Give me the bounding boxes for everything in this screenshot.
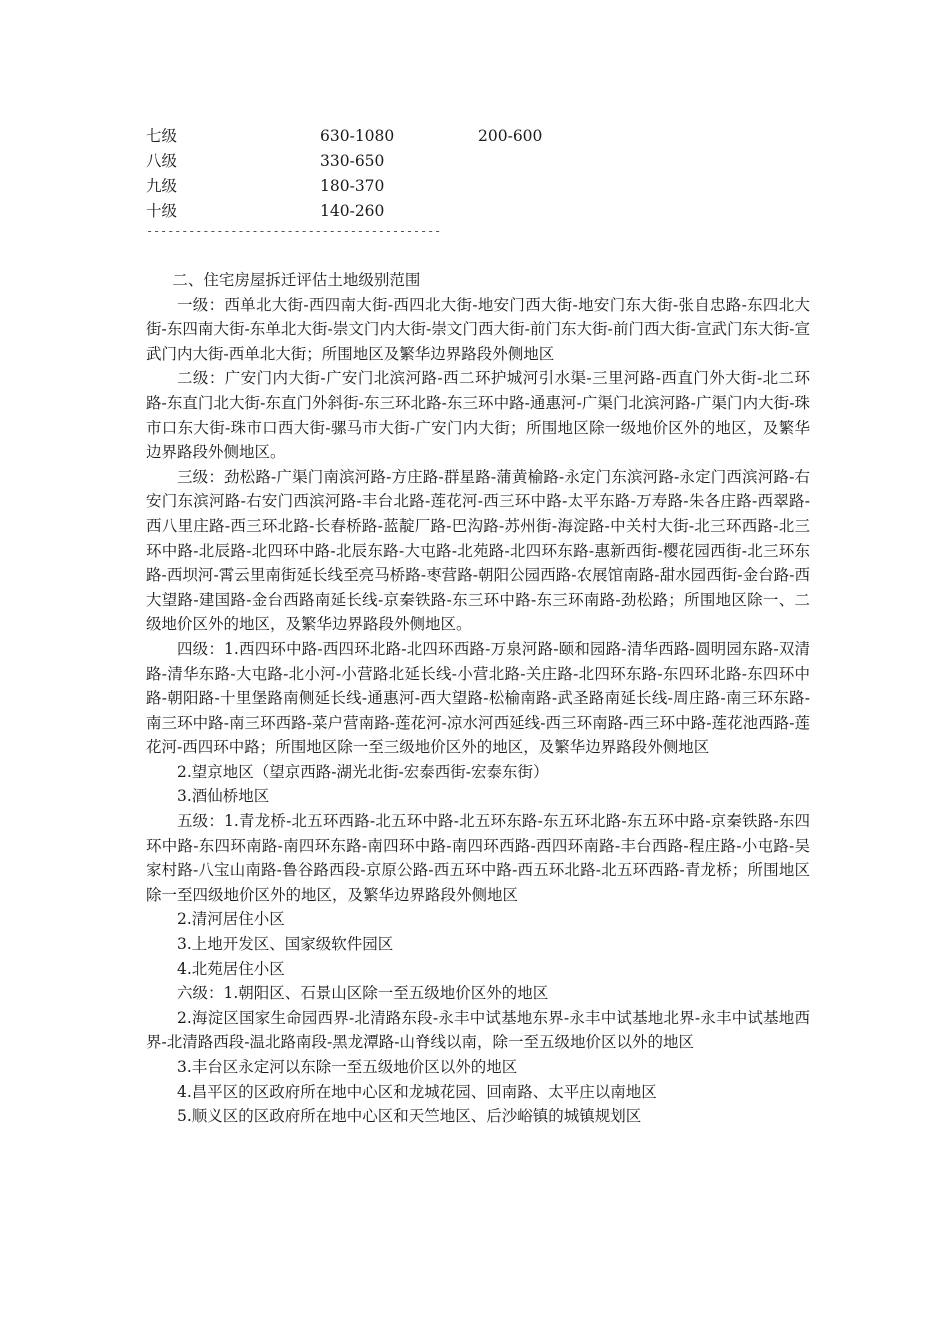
grade-price-table <box>146 124 646 224</box>
paragraph-grade-4-item-2: 2.望京地区（望京西路-湖光北街-宏泰西街-宏泰东街） <box>177 762 549 781</box>
paragraph-grade-6-item-3: 3.丰台区永定河以东除一至五级地价区以外的地区 <box>177 1058 518 1076</box>
paragraph-grade-6-item-4: 4.昌平区的区政府所在地中心区和龙城花园、回南路、太平庄以南地区 <box>177 1082 657 1101</box>
range-a-cell: 330-650 <box>320 152 385 170</box>
table-row <box>146 199 646 224</box>
range-a-cell: 630-1080 <box>320 127 395 145</box>
paragraph-grade-5-item-2: 2.清河居住小区 <box>177 910 285 929</box>
paragraph-grade-5: 五级：1.青龙桥-北五环西路-北五环中路-北五环东路-东五环北路-东五环中路-京秦铁路-东四环中路-东四环南路-南四环东路-南四环中路-南四环西路-西四环南路-丰台西路-程庄路-小屯路-吴家村路-八宝山南路-鲁谷路西段-京原公路-西五环中路-西五环北路-北五环西路-青龙桥；所围地区除一至四级地价区外的地区，及繁华边界路段外侧地区 <box>146 812 810 904</box>
paragraph-grade-6: 六级：1.朝阳区、石景山区除一至五级地价区外的地区 <box>177 984 549 1003</box>
range-a-cell: 180-370 <box>320 177 385 195</box>
grade-cell: 八级 <box>146 152 178 170</box>
grade-cell: 九级 <box>146 177 178 195</box>
grade-cell: 七级 <box>146 127 178 145</box>
paragraph-grade-5-item-3: 3.上地开发区、国家级软件园区 <box>177 935 394 954</box>
document-body <box>146 268 810 1129</box>
paragraph-grade-6-item-5: 5.顺义区的区政府所在地中心区和天竺地区、后沙峪镇的城镇规划区 <box>177 1107 642 1126</box>
paragraph-grade-1: 一级：西单北大街-西四南大街-西四北大街-地安门西大街-地安门东大街-张自忠路-东四北大街-东四南大街-东单北大街-崇文门内大街-崇文门西大街-前门东大街-前门西大街-宣武门东大街-宣武门内大街-西单北大街；所围地区及繁华边界路段外侧地区 <box>146 295 810 363</box>
paragraph-grade-6-item-2: 2.海淀区国家生命园西界-北清路东段-永丰中试基地东界-永丰中试基地北界-永丰中试基地西界-北清路西段-温北路南段-黑龙潭路-山脊线以南，除一至五级地价区以外的地区 <box>146 1008 810 1052</box>
table-row <box>146 124 646 149</box>
paragraph-grade-4-item-3: 3.酒仙桥地区 <box>177 787 270 806</box>
paragraph-grade-4: 四级：1.西四环中路-西四环北路-北四环西路-万泉河路-颐和园路-清华西路-圆明园东路-双清路-清华东路-大屯路-北小河-小营路北延长线-小营北路-关庄路-北四环东路-东四环北路-东四环中路-朝阳路-十里堡路南侧延长线-通惠河-西大望路-松榆南路-武圣路南延长线-周庄路-南三环东路-南三环中路-南三环西路-菜户营南路-莲花河-凉水河西延线-西三环南路-西三环中路-莲花池西路-莲花河-西四环中路；所围地区除一至三级地价区外的地区，及繁华边界路段外侧地区 <box>146 639 810 757</box>
table-row <box>146 174 646 199</box>
table-row <box>146 149 646 174</box>
paragraph-grade-5-item-4: 4.北苑居住小区 <box>177 959 285 978</box>
range-a-cell: 140-260 <box>320 202 385 220</box>
paragraph-grade-3: 三级：劲松路-广渠门南滨河路-方庄路-群星路-蒲黄榆路-永定门东滨河路-永定门西滨河路-右安门东滨河路-右安门西滨河路-丰台北路-莲花河-西三环中路-太平东路-万寿路-朱各庄路-西翠路-西八里庄路-西三环北路-长春桥路-蓝靛厂路-巴沟路-苏州街-海淀路-中关村大街-北三环西路-北三环中路-北辰路-北四环中路-北辰东路-大屯路-北苑路-北四环东路-惠新西街-樱花园西街-北三环东路-西坝河-霄云里南街延长线至亮马桥路-枣营路-朝阳公园西路-农展馆南路-甜水园西街-金台路-西大望路-建国路-金台西路南延长线-京秦铁路-东三环中路-东三环南路-劲松路；所围地区除一、二级地价区外的地区，及繁华边界路段外侧地区。 <box>146 467 810 634</box>
grade-cell: 十级 <box>146 202 178 220</box>
range-b-cell: 200-600 <box>478 127 543 145</box>
section-title: 二、住宅房屋拆迁评估土地级别范围 <box>172 271 421 289</box>
dashed-separator: ------------------------------------------ <box>146 224 442 238</box>
paragraph-grade-2: 二级：广安门内大街-广安门北滨河路-西二环护城河引水渠-三里河路-西直门外大街-北二环路-东直门北大街-东直门外斜街-东三环北路-东三环中路-通惠河-广渠门北滨河路-广渠门内大街-珠市口东大街-珠市口西大街-骡马市大街-广安门内大街；所围地区除一级地价区外的地区，及繁华边界路段外侧地区。 <box>146 369 810 462</box>
